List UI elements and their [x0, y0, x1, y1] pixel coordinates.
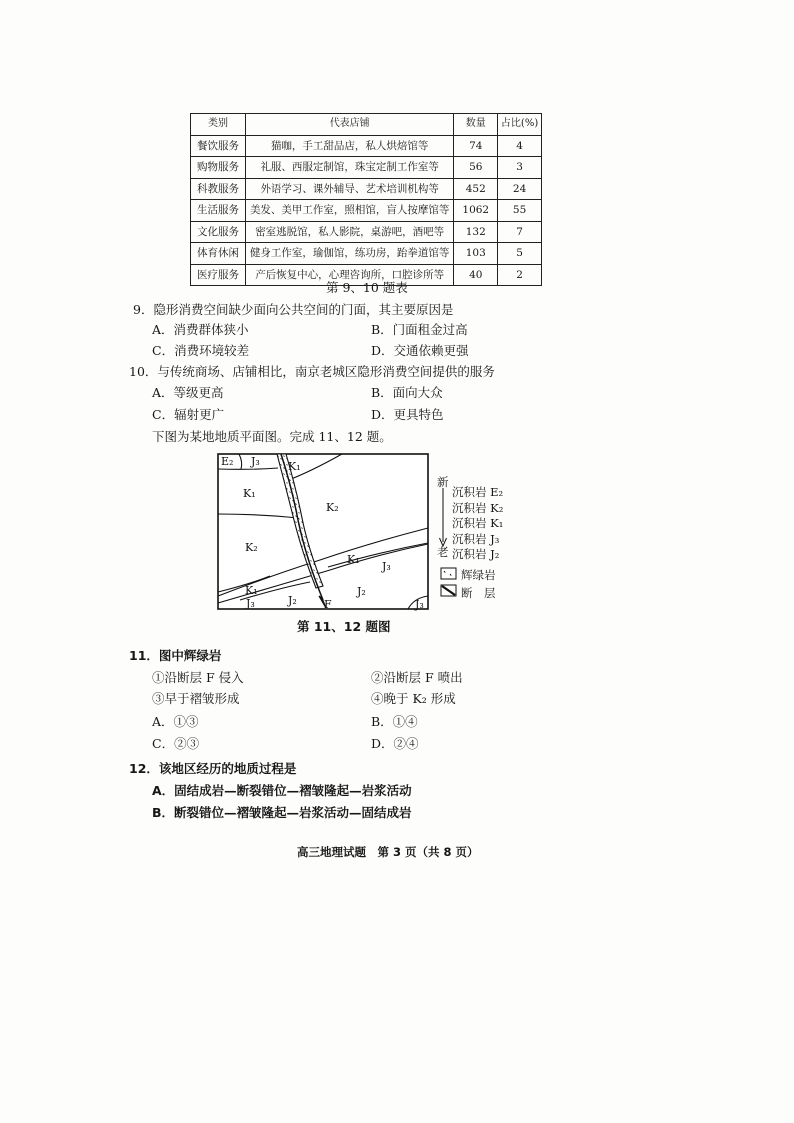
label-k1-bottom: K₁: [245, 584, 258, 597]
cell-shops: 外语学习、课外辅导、艺术培训机构等: [246, 178, 454, 200]
table-row: [191, 157, 542, 179]
q9-stem: 9．隐形消费空间缺少面向公共空间的门面，其主要原因是: [133, 302, 454, 317]
cell-count: 40: [454, 264, 498, 286]
legend-new: 新: [437, 475, 449, 489]
service-table: [190, 113, 542, 286]
cell-category: 体育休闲: [191, 243, 246, 265]
cell-pct: 7: [498, 221, 542, 243]
cell-count: 132: [454, 221, 498, 243]
table-row: [191, 200, 542, 222]
q10-option-c[interactable]: C．辐射更广: [152, 407, 225, 422]
header-count: 数量: [454, 114, 498, 136]
q11-option-a[interactable]: A．①③: [152, 714, 199, 729]
header-pct: 占比(%): [498, 114, 542, 136]
cell-category: 医疗服务: [191, 264, 246, 286]
label-j3-band: J₃: [382, 560, 391, 573]
cell-pct: 5: [498, 243, 542, 265]
table-row: [191, 135, 542, 157]
cell-shops: 产后恢复中心，心理咨询所，口腔诊所等: [246, 264, 454, 286]
q10-option-d[interactable]: D．更具特色: [371, 407, 444, 422]
label-j2-right: J₂: [357, 585, 366, 598]
label-j3-top: J₃: [251, 455, 260, 468]
cell-count: 103: [454, 243, 498, 265]
q12-option-b[interactable]: B．断裂错位—褶皱隆起—岩浆活动—固结成岩: [152, 805, 412, 820]
cell-pct: 55: [498, 200, 542, 222]
cell-category: 科教服务: [191, 178, 246, 200]
intro-11-12: 下图为某地地质平面图。完成 11、12 题。: [152, 429, 392, 444]
cell-shops: 密室逃脱馆，私人影院，桌游吧，酒吧等: [246, 221, 454, 243]
age-arrow: [438, 488, 448, 548]
label-j3-bottom-left: J₃: [246, 597, 255, 610]
q9-option-c[interactable]: C．消费环境较差: [152, 343, 250, 358]
label-k2-right: K₂: [326, 501, 339, 514]
q11-statement-3: ③早于褶皱形成: [152, 691, 240, 706]
cell-count: 56: [454, 157, 498, 179]
cell-shops: 礼服、西服定制馆，珠宝定制工作室等: [246, 157, 454, 179]
cell-category: 文化服务: [191, 221, 246, 243]
label-j3-bottom-right: J₃: [415, 598, 424, 611]
diabase-symbol-icon: [441, 568, 456, 579]
cell-category: 餐饮服务: [191, 135, 246, 157]
table-row: [191, 243, 542, 265]
map-caption: 第 11、12 题图: [297, 619, 391, 634]
legend-rock-e2: 沉积岩 E₂: [452, 485, 504, 499]
label-j2-bottom: J₂: [288, 594, 297, 607]
legend-diabase: 辉绿岩: [461, 568, 496, 582]
label-k2-left: K₂: [245, 541, 258, 554]
q11-option-c[interactable]: C．②③: [152, 736, 200, 751]
label-k1-band: K₁: [347, 553, 360, 566]
q11-stem: 11．图中辉绿岩: [129, 648, 222, 663]
q12-stem: 12．该地区经历的地质过程是: [129, 761, 297, 776]
table-row: [191, 178, 542, 200]
q9-option-b[interactable]: B．门面租金过高: [371, 322, 468, 337]
cell-count: 1062: [454, 200, 498, 222]
header-category: 类别: [191, 114, 246, 136]
q11-option-b[interactable]: B．①④: [371, 714, 418, 729]
legend-symbols: [440, 567, 458, 599]
cell-pct: 3: [498, 157, 542, 179]
cell-shops: 健身工作室，瑜伽馆，练功房，跆拳道馆等: [246, 243, 454, 265]
table-caption: 第 9、10 题表: [326, 280, 408, 295]
cell-category: 购物服务: [191, 157, 246, 179]
q11-statement-2: ②沿断层 F 喷出: [371, 670, 463, 685]
q11-option-d[interactable]: D．②④: [371, 736, 419, 751]
page-footer: 高三地理试题 第 3 页（共 8 页）: [297, 845, 479, 859]
cell-shops: 猫咖，手工甜品店，私人烘焙馆等: [246, 135, 454, 157]
q11-statement-4: ④晚于 K₂ 形成: [371, 691, 456, 706]
q11-statement-1: ①沿断层 F 侵入: [152, 670, 244, 685]
legend-old: 老: [437, 545, 449, 559]
q10-option-b[interactable]: B．面向大众: [371, 385, 443, 400]
cell-pct: 2: [498, 264, 542, 286]
table-header-row: [191, 114, 542, 136]
q9-option-a[interactable]: A．消费群体狭小: [152, 322, 249, 337]
legend-rock-j3: 沉积岩 J₃: [452, 531, 500, 546]
label-k1-top: K₁: [288, 460, 301, 473]
label-fault-f: F: [324, 598, 332, 611]
label-k1-left: K₁: [243, 487, 256, 500]
legend-rock-k2: 沉积岩 K₂: [452, 500, 504, 515]
q9-option-d[interactable]: D．交通依赖更强: [371, 343, 469, 358]
q10-option-a[interactable]: A．等级更高: [152, 385, 224, 400]
legend-fault: 断 层: [461, 586, 496, 600]
legend-rock-k1: 沉积岩 K₁: [452, 516, 504, 530]
table-row: [191, 221, 542, 243]
legend-rock-j2: 沉积岩 J₂: [452, 547, 500, 561]
label-e2: E₂: [221, 455, 234, 468]
cell-pct: 4: [498, 135, 542, 157]
q10-stem: 10．与传统商场、店铺相比，南京老城区隐形消费空间提供的服务: [129, 364, 495, 379]
cell-shops: 美发、美甲工作室，照相馆，盲人按摩馆等: [246, 200, 454, 222]
legend-rocks: [452, 485, 503, 563]
cell-category: 生活服务: [191, 200, 246, 222]
cell-count: 452: [454, 178, 498, 200]
header-shops: 代表店铺: [246, 114, 454, 136]
cell-count: 74: [454, 135, 498, 157]
cell-pct: 24: [498, 178, 542, 200]
q12-option-a[interactable]: A．固结成岩—断裂错位—褶皱隆起—岩浆活动: [152, 783, 412, 798]
